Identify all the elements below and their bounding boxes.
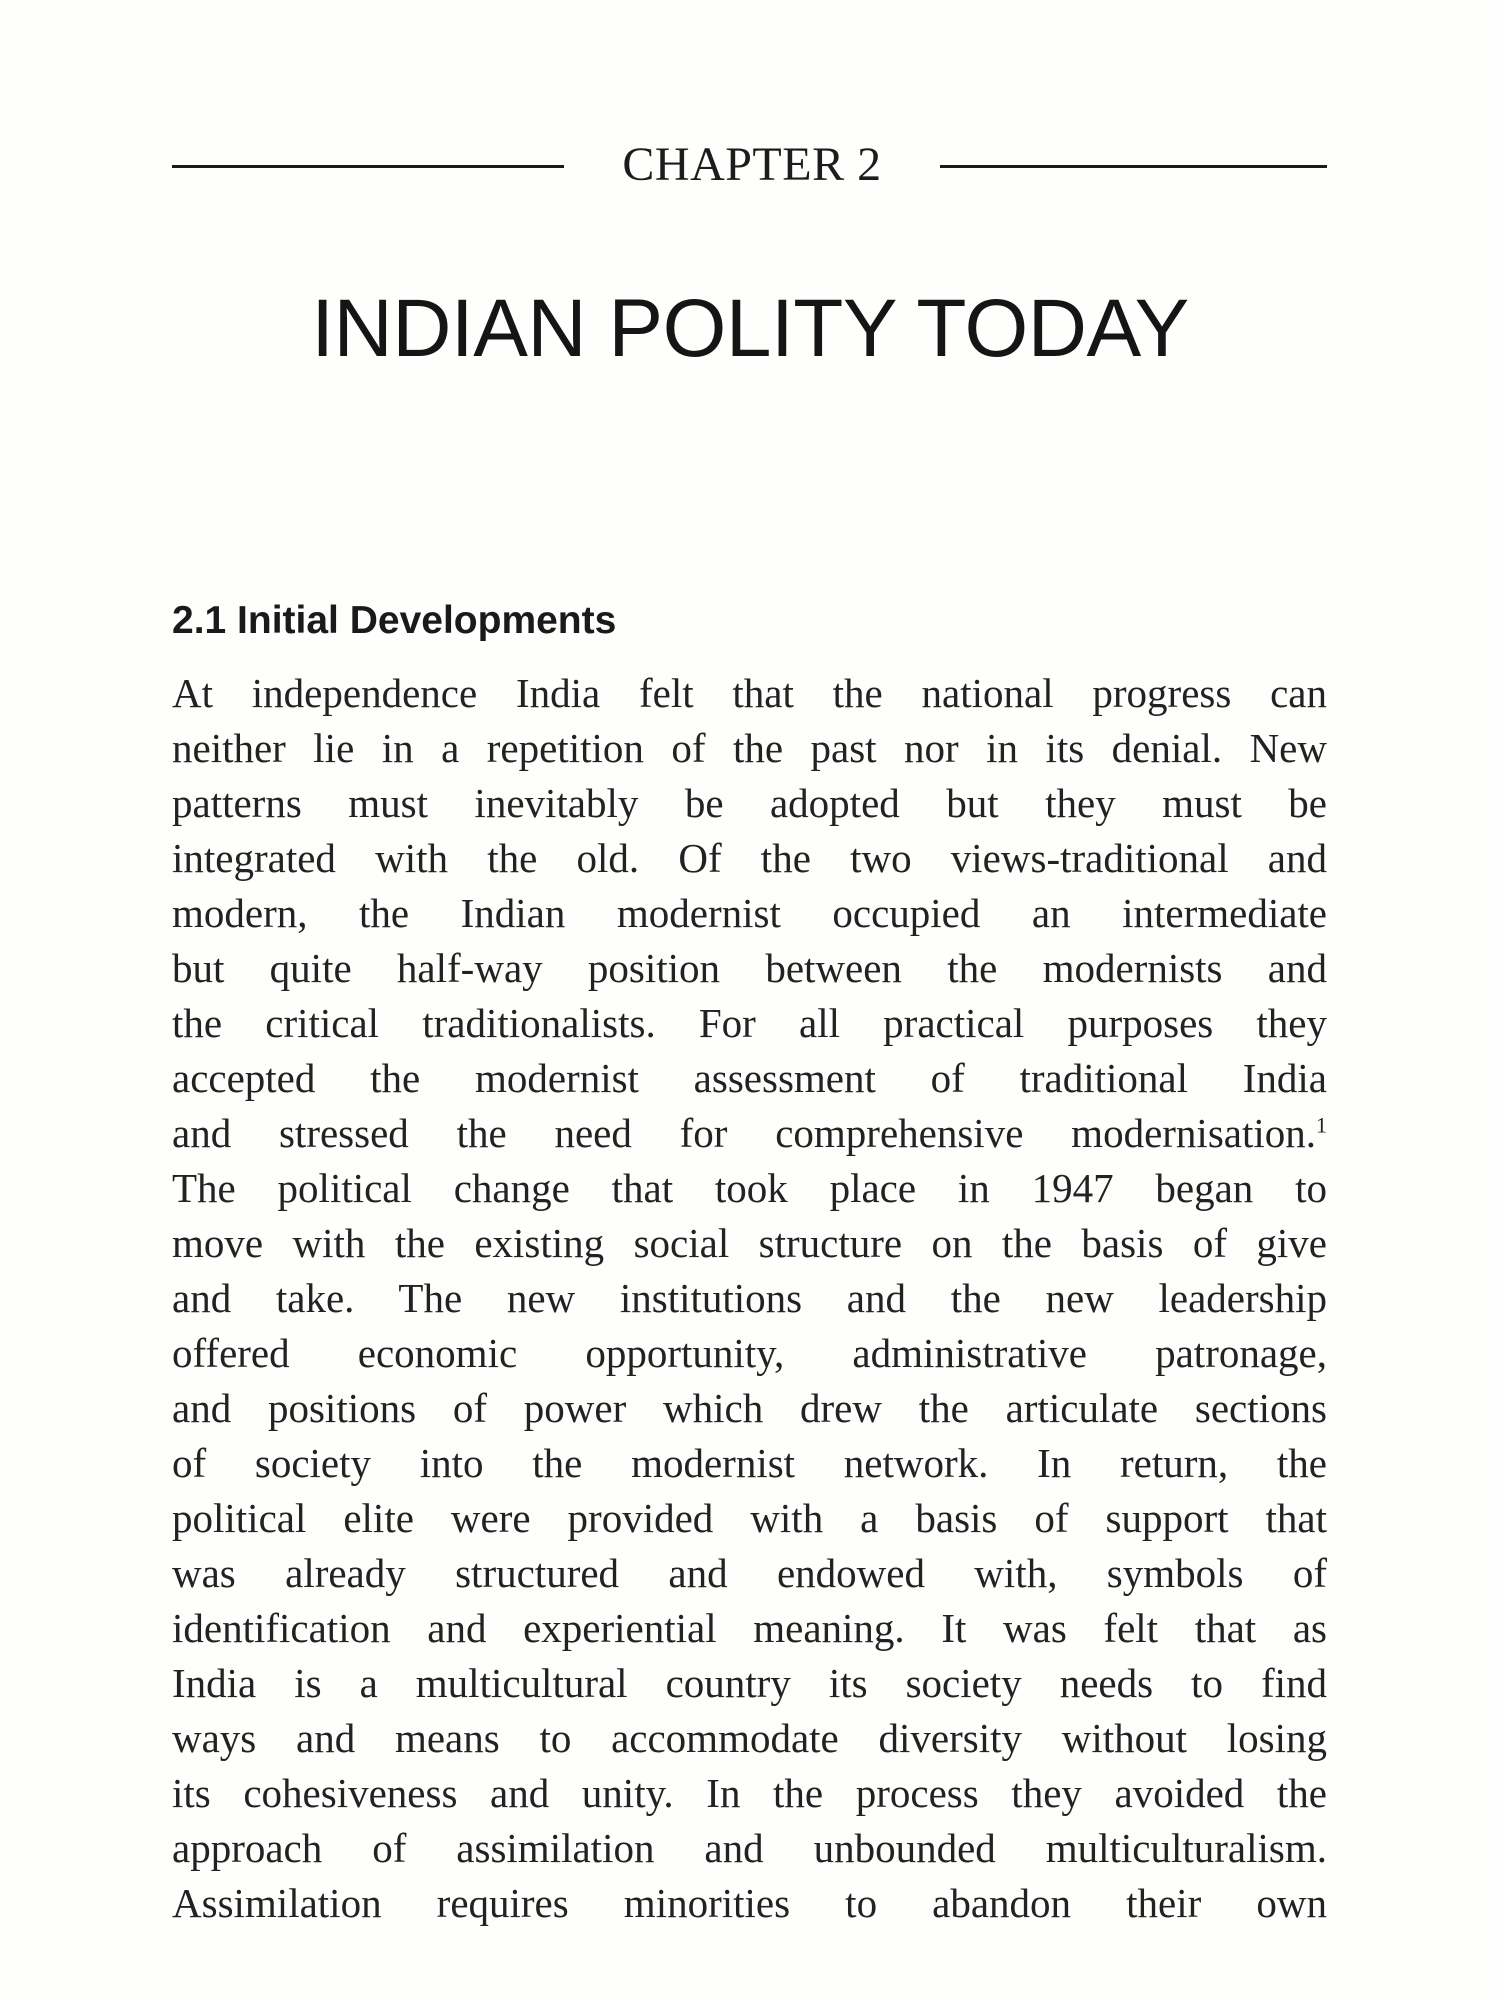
paragraph-line: accepted the modernist assessment of traditional India: [172, 1055, 1327, 1101]
paragraph-line: The political change that took place in 1947 began to: [172, 1165, 1327, 1211]
paragraph-line: of society into the modernist network. In return, the: [172, 1440, 1327, 1486]
paragraph-line: approach of assimilation and unbounded multiculturalism.: [172, 1825, 1327, 1871]
paragraph-line: but quite half-way position between the modernists and: [172, 945, 1327, 991]
paragraph-line: India is a multicultural country its society needs to find: [172, 1660, 1327, 1706]
paragraph-line-with-footnote: [172, 1106, 1327, 1161]
paragraph-line: At independence India felt that the national progress can: [172, 670, 1327, 716]
paragraph-line: political elite were provided with a basis of support that: [172, 1495, 1327, 1541]
chapter-title: INDIAN POLITY TODAY: [311, 283, 1189, 374]
chapter-rule-right: [940, 165, 1327, 168]
paragraph-line: modern, the Indian modernist occupied an intermediate: [172, 890, 1327, 936]
paragraph-line: offered economic opportunity, administrative patronage,: [172, 1330, 1327, 1376]
paragraph-line: ways and means to accommodate diversity without losing: [172, 1715, 1327, 1761]
paragraph-line: Assimilation requires minorities to abandon their own: [172, 1880, 1327, 1926]
paragraph-line-text: and stressed the need for comprehensive modernisation.: [172, 1110, 1316, 1156]
chapter-header: [172, 140, 1327, 190]
paragraph-line: integrated with the old. Of the two views-traditional and: [172, 835, 1327, 881]
paragraph-line: patterns must inevitably be adopted but they must be: [172, 780, 1327, 826]
paragraph-line: identification and experiential meaning. It was felt that as: [172, 1605, 1327, 1651]
paragraph-line: and positions of power which drew the articulate sections: [172, 1385, 1327, 1431]
paragraph-line: and take. The new institutions and the new leadership: [172, 1275, 1327, 1321]
paragraph-line: the critical traditionalists. For all practical purposes they: [172, 1000, 1327, 1046]
paragraph-line: was already structured and endowed with, symbols of: [172, 1550, 1327, 1596]
body-paragraph: [172, 666, 1327, 1931]
paragraph-line: neither lie in a repetition of the past nor in its denial. New: [172, 725, 1327, 771]
footnote-marker[interactable]: 1: [1316, 1112, 1327, 1138]
chapter-rule-left: [172, 165, 564, 168]
paragraph-line: its cohesiveness and unity. In the process they avoided the: [172, 1770, 1327, 1816]
paragraph-line: move with the existing social structure on the basis of give: [172, 1220, 1327, 1266]
chapter-label: CHAPTER 2: [622, 138, 882, 191]
section-heading: 2.1 Initial Developments: [172, 599, 617, 642]
